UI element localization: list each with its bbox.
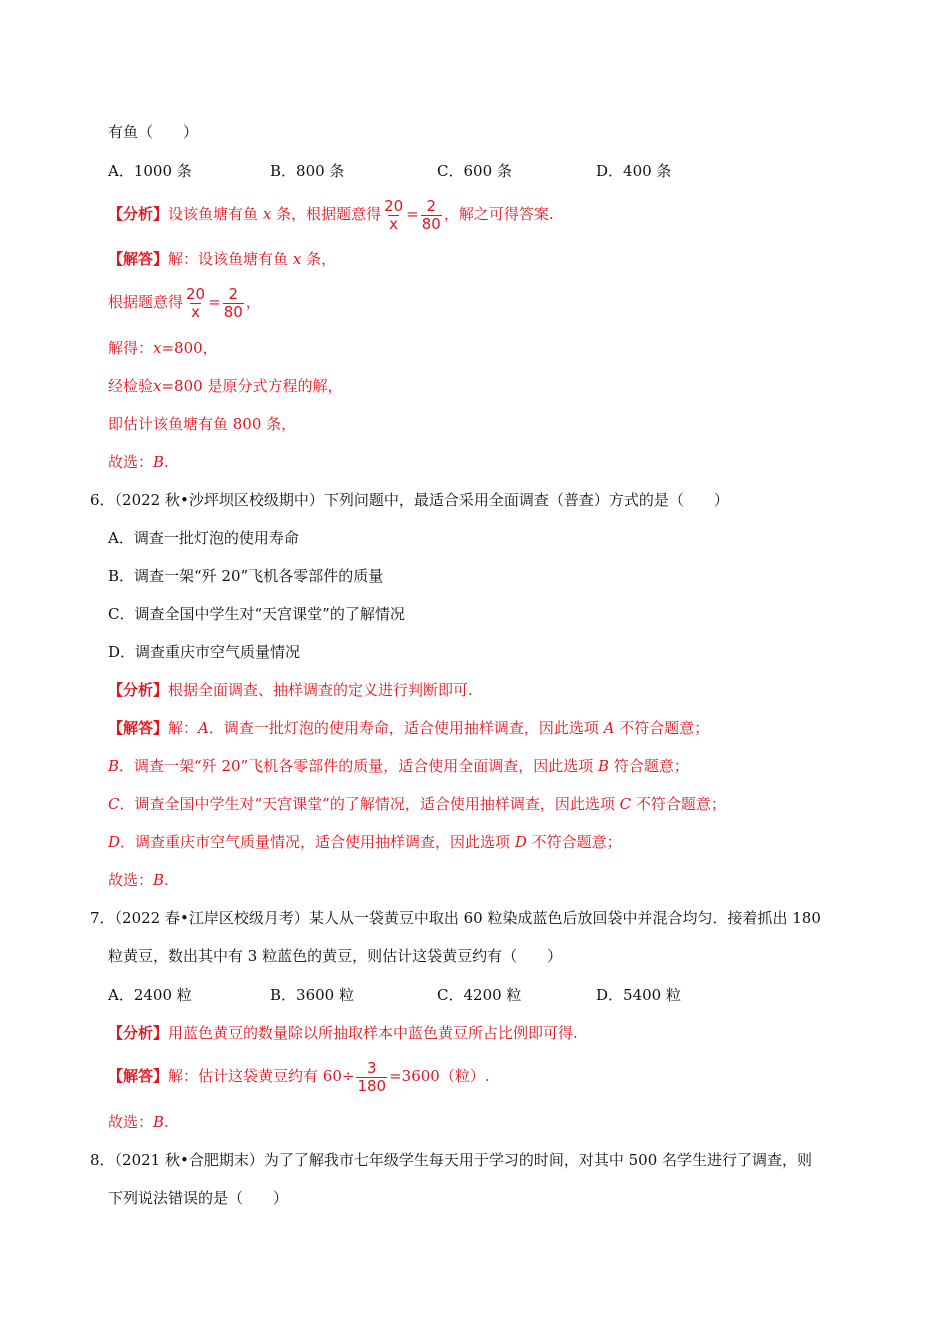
q5-answer-line-2: 根据题意得 $\frac{20}{x}$ = $\frac{2}{80}$ ， bbox=[108, 284, 261, 321]
q8-stem-line-1: 8．（2021 秋•合肥期末）为了了解我市七年级学生每天用于学习的时间，对其中 500 名学生进行了调查，则 bbox=[90, 1151, 813, 1169]
q5-stem-tail: 有鱼（ ） bbox=[108, 123, 199, 141]
q6-answer-choice: 故选：B. bbox=[108, 871, 169, 889]
q7-stem-line-1: 7．（2022 春•江岸区校级月考）某人从一袋黄豆中取出 60 粒染成蓝色后放回袋中并混合均匀．接着抓出 180 bbox=[90, 909, 821, 927]
q5-answer-line-4: 经检验x=800 是原分式方程的解， bbox=[108, 377, 343, 395]
q7-option-b: B．3600 粒 bbox=[270, 986, 354, 1004]
q5-answer-choice: 故选：B. bbox=[108, 453, 169, 471]
q5-option-c: C．600 条 bbox=[437, 162, 512, 180]
answer-tag: 【解答】 bbox=[108, 250, 169, 268]
q5-analysis: 【分析】设该鱼塘有鱼 x 条，根据题意得 $\frac{20}{x}$ = $\frac{2}{80}$ ，解之可得答案. bbox=[108, 196, 554, 233]
analysis-tag: 【分析】 bbox=[108, 681, 169, 699]
q7-option-c: C．4200 粒 bbox=[437, 986, 522, 1004]
analysis-tag: 【分析】 bbox=[108, 1024, 169, 1042]
q6-answer-line-1: 【解答】解：A．调查一批灯泡的使用寿命，适合使用抽样调查，因此选项 A 不符合题意； bbox=[108, 719, 710, 737]
answer-tag: 【解答】 bbox=[108, 719, 169, 737]
fraction: $\frac{20}{x}$ bbox=[186, 284, 206, 321]
q6-option-b: B．调查一架“歼 20”飞机各零部件的质量 bbox=[108, 567, 384, 585]
q7-option-d: D．5400 粒 bbox=[596, 986, 681, 1004]
q6-answer-line-4: D．调查重庆市空气质量情况，适合使用抽样调查，因此选项 D 不符合题意； bbox=[108, 833, 622, 851]
q6-answer-line-2: B．调查一架“歼 20”飞机各零部件的质量，适合使用全面调查，因此选项 B 符合题意； bbox=[108, 757, 689, 775]
answer-tag: 【解答】 bbox=[108, 1067, 169, 1085]
analysis-tag: 【分析】 bbox=[108, 205, 169, 223]
q7-analysis: 【分析】用蓝色黄豆的数量除以所抽取样本中蓝色黄豆所占比例即可得. bbox=[108, 1024, 578, 1042]
q5-option-a: A．1000 条 bbox=[108, 162, 192, 180]
q6-analysis: 【分析】根据全面调查、抽样调查的定义进行判断即可. bbox=[108, 681, 473, 699]
q5-option-b: B．800 条 bbox=[270, 162, 345, 180]
q5-answer-line-1: 【解答】解：设该鱼塘有鱼 x 条， bbox=[108, 250, 337, 268]
q7-answer-choice: 故选：B. bbox=[108, 1113, 169, 1131]
q5-option-d: D．400 条 bbox=[596, 162, 672, 180]
q6-option-c: C．调查全国中学生对“天宫课堂”的了解情况 bbox=[108, 605, 405, 623]
fraction: $\frac{2}{80}$ bbox=[223, 284, 243, 321]
fraction: $\frac{2}{80}$ bbox=[421, 196, 441, 233]
q5-answer-line-3: 解得：x=800， bbox=[108, 339, 218, 357]
q6-option-a: A．调查一批灯泡的使用寿命 bbox=[108, 529, 299, 547]
q7-stem-line-2: 粒黄豆，数出其中有 3 粒蓝色的黄豆，则估计这袋黄豆约有（ ） bbox=[108, 947, 563, 965]
q7-option-a: A．2400 粒 bbox=[108, 986, 192, 1004]
q6-option-d: D．调查重庆市空气质量情况 bbox=[108, 643, 301, 661]
q6-stem: 6．（2022 秋•沙坪坝区校级期中）下列问题中，最适合采用全面调查（普查）方式的是（ ） bbox=[90, 491, 729, 509]
q7-answer-line-1: 【解答】解：估计这袋黄豆约有 60÷ $\frac{3}{180}$ =3600（粒）. bbox=[108, 1058, 490, 1095]
q8-stem-line-2: 下列说法错误的是（ ） bbox=[108, 1189, 289, 1207]
q6-answer-line-3: C．调查全国中学生对“天宫课堂”的了解情况，适合使用抽样调查，因此选项 C 不符合题意； bbox=[108, 795, 726, 813]
q5-answer-line-5: 即估计该鱼塘有鱼 800 条， bbox=[108, 415, 297, 433]
fraction: $\frac{3}{180}$ bbox=[357, 1058, 387, 1095]
fraction: $\frac{20}{x}$ bbox=[384, 196, 404, 233]
